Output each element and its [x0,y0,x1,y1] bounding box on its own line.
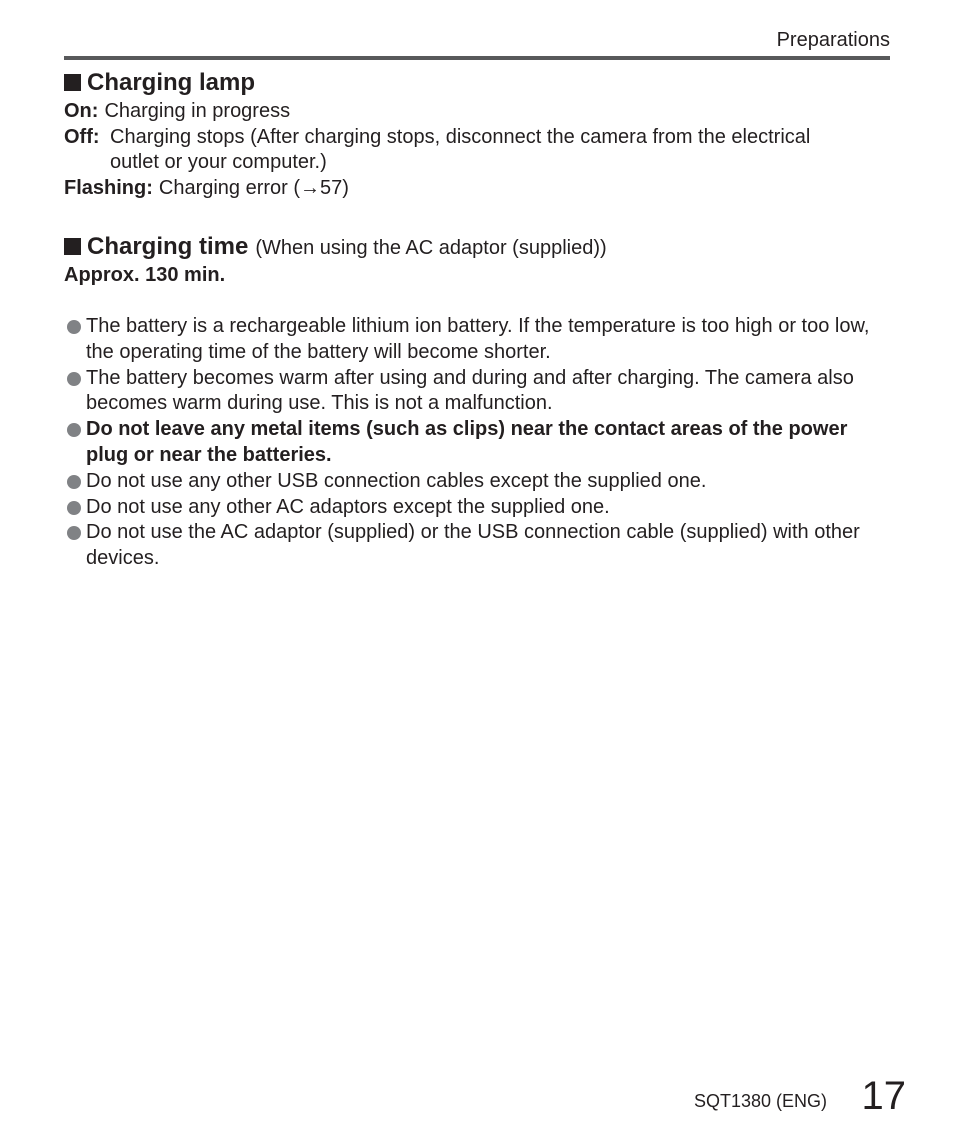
square-bullet-icon [64,74,81,91]
lamp-key: On: [64,100,99,122]
charging-time-note: (When using the AC adaptor (supplied)) [255,237,607,259]
charging-time-heading-text: Charging time [87,233,249,260]
note-item [67,469,890,495]
note-item [67,520,890,572]
charging-time-value: Approx. 130 min. [64,264,226,286]
lamp-row-off [64,125,894,176]
note-text: Do not leave any metal items (such as clips) near the contact areas of the power plug or near the batteries. [86,418,848,466]
lamp-key: Off: [64,125,100,148]
lamp-row-on [64,99,894,125]
header-section-title: Preparations [776,29,890,51]
note-text: The battery is a rechargeable lithium ion battery. If the temperature is too high or too low, the operating time of the battery will become shorter. [86,315,870,363]
note-item [67,366,890,418]
lamp-desc: Charging stops (After charging stops, disconnect the camera from the electrical outlet or your computer.) [110,125,811,173]
note-text: Do not use the AC adaptor (supplied) or the USB connection cable (supplied) with other devices. [86,521,860,570]
square-bullet-icon [64,238,81,255]
charging-lamp-list [64,99,894,201]
header-rule [64,56,890,60]
circle-bullet-icon [67,526,81,540]
circle-bullet-icon [67,320,81,334]
circle-bullet-icon [67,501,81,515]
charging-time-heading [64,233,607,262]
notes-list [67,314,890,572]
circle-bullet-icon [67,372,81,386]
lamp-key: Flashing: [64,176,153,199]
page-number: 17 [861,1074,906,1118]
circle-bullet-icon [67,423,81,437]
lamp-desc: Charging error (→57) [158,176,349,199]
note-item-warning [67,417,890,469]
lamp-row-flashing [64,176,894,202]
note-item [67,314,890,366]
lamp-desc: Charging in progress [104,100,291,122]
charging-lamp-heading-text: Charging lamp [87,69,256,96]
note-item [67,495,890,521]
charging-lamp-heading [64,69,255,97]
note-text: The battery becomes warm after using and during and after charging. The camera also becomes warm during use. This is not a malfunction. [86,366,854,415]
note-text: Do not use any other AC adaptors except the supplied one. [86,495,610,518]
note-text: Do not use any other USB connection cables except the supplied one. [86,469,707,492]
circle-bullet-icon [67,475,81,489]
document-code: SQT1380 (ENG) [694,1091,828,1111]
